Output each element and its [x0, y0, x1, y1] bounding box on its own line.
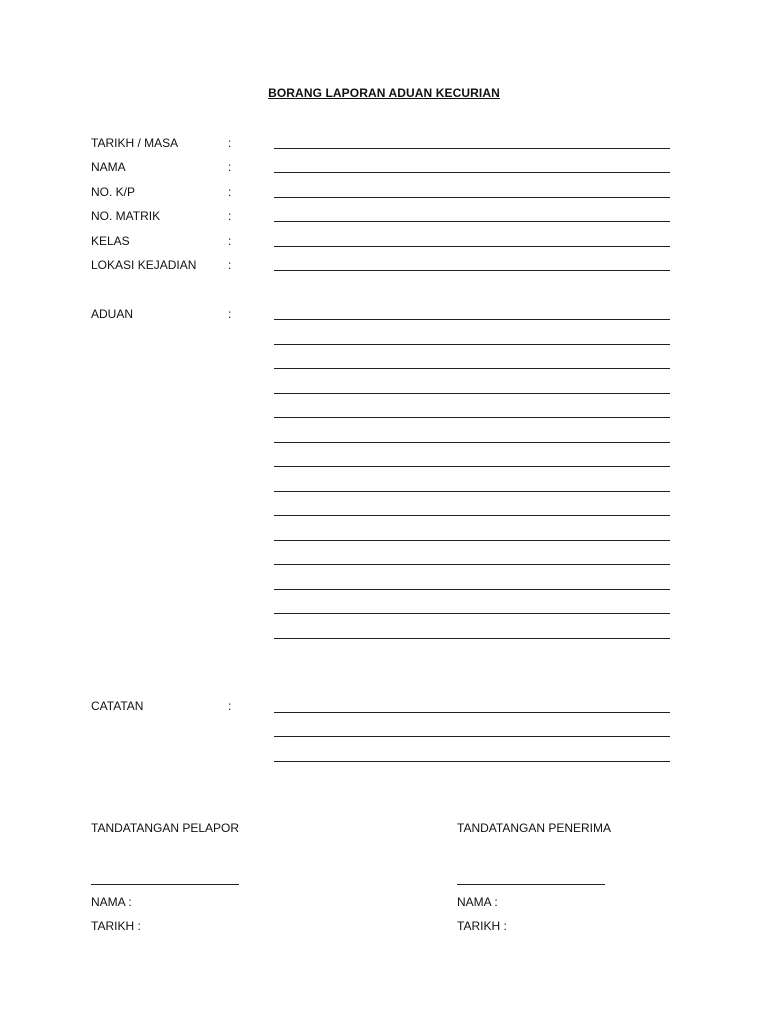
field-line-kelas[interactable]: [274, 246, 670, 247]
aduan-line[interactable]: [274, 344, 670, 345]
aduan-line[interactable]: [274, 638, 670, 639]
aduan-line[interactable]: [274, 417, 670, 418]
field-separator: :: [228, 136, 232, 150]
signature-heading-pelapor: TANDATANGAN PELAPOR: [91, 821, 240, 835]
aduan-label: ADUAN: [91, 307, 134, 321]
catatan-label: CATATAN: [91, 699, 144, 713]
field-separator: :: [228, 160, 232, 174]
field-label-no-kp: NO. K/P: [91, 185, 136, 199]
aduan-line[interactable]: [274, 540, 670, 541]
aduan-line[interactable]: [274, 368, 670, 369]
catatan-line[interactable]: [274, 712, 670, 713]
signature-heading-penerima: TANDATANGAN PENERIMA: [457, 821, 612, 835]
aduan-line[interactable]: [274, 442, 670, 443]
aduan-line[interactable]: [274, 393, 670, 394]
field-separator: :: [228, 209, 232, 223]
field-separator: :: [228, 234, 232, 248]
field-separator: :: [228, 258, 232, 272]
signature-line-penerima[interactable]: [457, 884, 605, 885]
field-line-lokasi-kejadian[interactable]: [274, 270, 670, 271]
field-line-no-matrik[interactable]: [274, 221, 670, 222]
field-separator: :: [228, 185, 232, 199]
field-label-kelas: KELAS: [91, 234, 130, 248]
aduan-line[interactable]: [274, 491, 670, 492]
aduan-line[interactable]: [274, 515, 670, 516]
field-label-nama: NAMA: [91, 160, 126, 174]
catatan-line[interactable]: [274, 761, 670, 762]
catatan-line[interactable]: [274, 736, 670, 737]
signature-date-label-pelapor: TARIKH :: [91, 919, 141, 933]
form-title: BORANG LAPORAN ADUAN KECURIAN: [268, 86, 500, 100]
field-label-no-matrik: NO. MATRIK: [91, 209, 161, 223]
aduan-separator: :: [228, 307, 232, 321]
field-label-tarikh-masa: TARIKH / MASA: [91, 136, 179, 150]
aduan-line[interactable]: [274, 564, 670, 565]
catatan-separator: :: [228, 699, 232, 713]
signature-name-label-pelapor: NAMA :: [91, 895, 132, 909]
aduan-line[interactable]: [274, 466, 670, 467]
aduan-line[interactable]: [274, 319, 670, 320]
field-line-no-kp[interactable]: [274, 197, 670, 198]
signature-date-label-penerima: TARIKH :: [457, 919, 507, 933]
field-label-lokasi-kejadian: LOKASI KEJADIAN: [91, 258, 197, 272]
aduan-line[interactable]: [274, 613, 670, 614]
field-line-nama[interactable]: [274, 172, 670, 173]
field-line-tarikh-masa[interactable]: [274, 148, 670, 149]
signature-name-label-penerima: NAMA :: [457, 895, 498, 909]
aduan-line[interactable]: [274, 589, 670, 590]
signature-line-pelapor[interactable]: [91, 884, 239, 885]
